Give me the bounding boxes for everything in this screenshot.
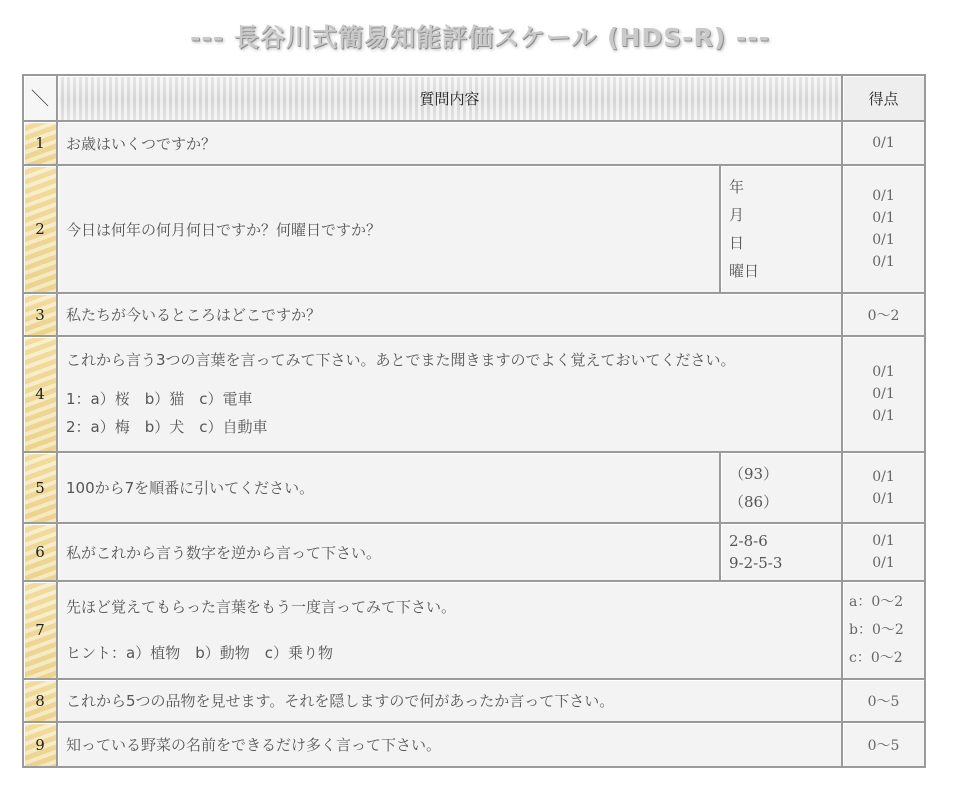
row-number: 7 — [24, 582, 58, 680]
row-number: 4 — [24, 337, 58, 453]
score-value: 0/1 — [872, 188, 895, 204]
table-row — [24, 294, 924, 337]
row-number: 2 — [24, 166, 58, 294]
question-text: 先ほど覚えてもらった言葉をもう一度言ってみて下さい。 — [66, 598, 457, 616]
score-value: c：0〜2 — [849, 650, 903, 666]
question-text: 私たちが今いるところはどこですか？ — [58, 294, 843, 337]
score-value: 0/1 — [872, 135, 895, 151]
sub-items — [721, 524, 843, 582]
score-cell — [843, 294, 924, 337]
question-text: 私がこれから言う数字を逆から言って下さい。 — [58, 524, 721, 582]
sub-item: （86） — [729, 492, 779, 511]
corner-header: ＼ — [24, 76, 58, 122]
row-number: 6 — [24, 524, 58, 582]
question-text: お歳はいくつですか？ — [58, 122, 843, 166]
score-cell — [843, 337, 924, 453]
question-text: 知っている野菜の名前をできるだけ多く言って下さい。 — [58, 723, 843, 766]
sub-item: 日 — [729, 234, 745, 252]
score-cell — [843, 166, 924, 294]
score-header: 得点 — [843, 76, 924, 122]
score-value: 0/1 — [872, 490, 895, 507]
score-value: 0/1 — [872, 386, 895, 402]
sub-item: 曜日 — [729, 262, 760, 280]
score-value: a：0〜2 — [849, 594, 904, 610]
sub-item: 年 — [729, 178, 745, 196]
table-row — [24, 453, 924, 524]
score-cell — [843, 723, 924, 766]
row-number: 1 — [24, 122, 58, 166]
row-number: 9 — [24, 723, 58, 766]
row-number: 5 — [24, 453, 58, 524]
question-block — [58, 337, 843, 453]
table-row — [24, 582, 924, 680]
table-header-row — [24, 76, 924, 122]
score-value: 0/1 — [872, 232, 895, 248]
score-value: 0〜2 — [867, 307, 900, 324]
score-value: 0/1 — [872, 533, 895, 549]
table-row — [24, 680, 924, 723]
hint-text: ヒント：a）植物 b）動物 c）乗り物 — [66, 644, 333, 662]
question-header: 質問内容 — [58, 76, 843, 122]
question-text: 100から7を順番に引いてください。 — [58, 453, 721, 524]
score-cell — [843, 582, 924, 680]
hds-r-table — [22, 74, 926, 768]
word-list: 1：a）桜 b）猫 c）電車 — [66, 390, 253, 408]
page-title: --- 長谷川式簡易知能評価スケール (HDS-R) --- — [189, 23, 771, 52]
score-value: 0/1 — [872, 254, 895, 270]
row-number: 3 — [24, 294, 58, 337]
score-value: 0/1 — [872, 408, 895, 424]
sub-item: （93） — [729, 464, 779, 483]
word-list: 2：a）梅 b）犬 c）自動車 — [66, 418, 268, 436]
score-value: b：0〜2 — [849, 622, 904, 638]
question-text: これから言う3つの言葉を言ってみて下さい。あとでまた聞きますのでよく覚えておいてください。 — [66, 351, 736, 369]
row-number: 8 — [24, 680, 58, 723]
table-row — [24, 337, 924, 453]
sub-item: 9-2-5-3 — [729, 554, 783, 572]
score-cell — [843, 680, 924, 723]
score-value: 0/1 — [872, 210, 895, 226]
sub-items — [721, 453, 843, 524]
score-value: 0〜5 — [867, 693, 900, 710]
sub-item: 月 — [729, 206, 745, 224]
sub-item: 2-8-6 — [729, 532, 768, 550]
score-value: 0/1 — [872, 468, 895, 485]
table-row — [24, 166, 924, 294]
score-cell — [843, 524, 924, 582]
question-text: これから5つの品物を見せます。それを隠しますので何があったか言って下さい。 — [58, 680, 843, 723]
question-block — [58, 582, 843, 680]
table-row — [24, 723, 924, 766]
table-row — [24, 122, 924, 166]
score-cell — [843, 453, 924, 524]
score-value: 0/1 — [872, 364, 895, 380]
score-value: 0〜5 — [867, 737, 900, 754]
score-value: 0/1 — [872, 555, 895, 571]
table-row — [24, 524, 924, 582]
question-text: 今日は何年の何月何日ですか？何曜日ですか？ — [58, 166, 721, 294]
score-cell — [843, 122, 924, 166]
sub-items — [721, 166, 843, 294]
